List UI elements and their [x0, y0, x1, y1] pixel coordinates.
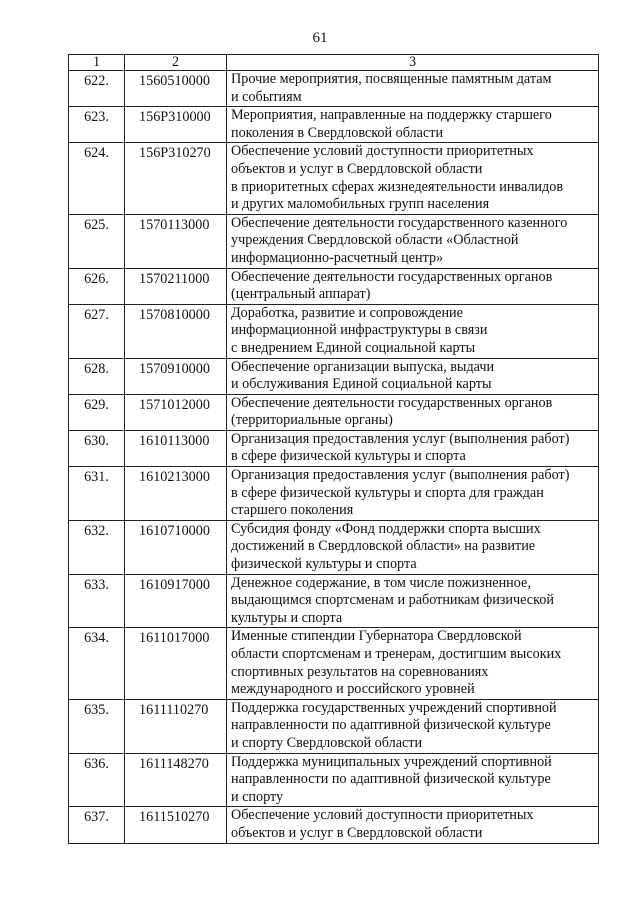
row-description [227, 304, 599, 358]
description-line: физической культуры и спорта [231, 556, 417, 573]
description-line: информационной инфраструктуры в связи [231, 322, 488, 339]
row-number: 622. [69, 71, 125, 107]
row-description [227, 143, 599, 214]
row-number: 628. [69, 358, 125, 394]
budget-code: 1611017000 [125, 628, 227, 699]
description-line: (центральный аппарат) [231, 286, 371, 303]
description-line: Обеспечение организации выпуска, выдачи [231, 358, 495, 375]
row-description [227, 394, 599, 430]
description-line: спортивных результатов на соревнованиях [231, 663, 489, 680]
column-header-number: 1 [69, 55, 125, 71]
description-line: Мероприятия, направленные на поддержку старшего [231, 107, 552, 124]
row-description [227, 699, 599, 753]
row-description [227, 807, 599, 843]
table-row [69, 753, 599, 807]
table-row [69, 467, 599, 521]
row-description [227, 520, 599, 574]
row-number: 637. [69, 807, 125, 843]
description-line: в сфере физической культуры и спорта для граждан [231, 484, 544, 501]
table-row [69, 628, 599, 699]
budget-code: 1610710000 [125, 520, 227, 574]
budget-code: 1611148270 [125, 753, 227, 807]
description-line: и событиям [231, 88, 302, 105]
description-line: с внедрением Единой социальной карты [231, 339, 476, 356]
budget-code: 1570810000 [125, 304, 227, 358]
description-line: Обеспечение условий доступности приоритетных [231, 143, 534, 160]
row-description [227, 430, 599, 466]
table-row [69, 71, 599, 107]
table-row [69, 143, 599, 214]
description-line: в сфере физической культуры и спорта [231, 448, 466, 465]
row-number: 632. [69, 520, 125, 574]
description-line: и обслуживания Единой социальной карты [231, 376, 492, 393]
budget-code: 1570113000 [125, 214, 227, 268]
description-line: Поддержка муниципальных учреждений спортивной [231, 753, 552, 770]
row-description [227, 574, 599, 628]
budget-code: 1570211000 [125, 268, 227, 304]
row-description [227, 268, 599, 304]
description-line: Субсидия фонду «Фонд поддержки спорта высших [231, 520, 541, 537]
row-number: 625. [69, 214, 125, 268]
row-description [227, 214, 599, 268]
row-number: 634. [69, 628, 125, 699]
description-line: направленности по адаптивной физической культуре [231, 771, 551, 788]
table-body [69, 71, 599, 844]
table-row [69, 107, 599, 143]
budget-code: 1611110270 [125, 699, 227, 753]
description-line: области спортсменам и тренерам, достигшим высоких [231, 646, 562, 662]
table-row [69, 358, 599, 394]
row-number: 635. [69, 699, 125, 753]
table-row [69, 574, 599, 628]
table-row [69, 430, 599, 466]
table-row [69, 304, 599, 358]
description-line: направленности по адаптивной физической культуре [231, 717, 551, 734]
page-number: 61 [312, 30, 328, 46]
row-number: 623. [69, 107, 125, 143]
row-number: 633. [69, 574, 125, 628]
row-number: 626. [69, 268, 125, 304]
description-line: Именные стипендии Губернатора Свердловской [231, 628, 522, 645]
description-line: Прочие мероприятия, посвященные памятным датам [231, 71, 552, 87]
row-description [227, 358, 599, 394]
table-row [69, 268, 599, 304]
description-line: учреждения Свердловской области «Областной [231, 232, 519, 249]
row-description [227, 753, 599, 807]
description-line: выдающимся спортсменам и работникам физической [231, 592, 554, 609]
budget-code: 1570910000 [125, 358, 227, 394]
description-line: в приоритетных сферах жизнедеятельности инвалидов [231, 178, 564, 195]
description-line: Обеспечение деятельности государственных органов [231, 268, 553, 285]
description-line: Организация предоставления услуг (выполнения работ) [231, 467, 570, 484]
description-line: международного и российского уровней [231, 681, 475, 698]
table-row [69, 807, 599, 843]
description-line: объектов и услуг в Свердловской области [231, 824, 483, 841]
description-line: Обеспечение условий доступности приоритетных [231, 807, 534, 824]
row-number: 624. [69, 143, 125, 214]
description-line: достижений в Свердловской области» на развитие [231, 538, 536, 555]
description-line: информационно-расчетный центр» [231, 249, 444, 266]
row-number: 627. [69, 304, 125, 358]
budget-code: 156Р310000 [125, 107, 227, 143]
budget-code: 1611510270 [125, 807, 227, 843]
description-line: Обеспечение деятельности государственных органов [231, 394, 553, 411]
row-description [227, 107, 599, 143]
table-row [69, 394, 599, 430]
column-header-code: 2 [125, 55, 227, 71]
description-line: Поддержка государственных учреждений спортивной [231, 699, 557, 716]
description-line: поколения в Свердловской области [231, 124, 444, 141]
row-description [227, 628, 599, 699]
description-line: старшего поколения [231, 502, 354, 519]
budget-code-table [68, 54, 599, 844]
budget-code: 1560510000 [125, 71, 227, 107]
description-line: объектов и услуг в Свердловской области [231, 160, 483, 177]
description-line: Доработка, развитие и сопровождение [231, 304, 463, 321]
budget-code: 1610917000 [125, 574, 227, 628]
table-header-row [69, 55, 599, 71]
description-line: (территориальные органы) [231, 412, 393, 429]
row-description [227, 467, 599, 521]
description-line: культуры и спорта [231, 609, 343, 626]
table-row [69, 520, 599, 574]
row-number: 636. [69, 753, 125, 807]
description-line: Денежное содержание, в том числе пожизненное, [231, 574, 531, 591]
table-row [69, 214, 599, 268]
row-number: 629. [69, 394, 125, 430]
budget-code: 156Р310270 [125, 143, 227, 214]
description-line: Организация предоставления услуг (выполнения работ) [231, 430, 570, 447]
row-number: 630. [69, 430, 125, 466]
row-number: 631. [69, 467, 125, 521]
budget-code: 1610113000 [125, 430, 227, 466]
budget-code: 1571012000 [125, 394, 227, 430]
column-header-description: 3 [227, 55, 599, 71]
row-description [227, 71, 599, 107]
description-line: и спорту [231, 788, 284, 805]
description-line: Обеспечение деятельности государственного казенного [231, 214, 568, 231]
description-line: и других маломобильных групп населения [231, 196, 490, 213]
description-line: и спорту Свердловской области [231, 734, 423, 751]
table-row [69, 699, 599, 753]
budget-code: 1610213000 [125, 467, 227, 521]
